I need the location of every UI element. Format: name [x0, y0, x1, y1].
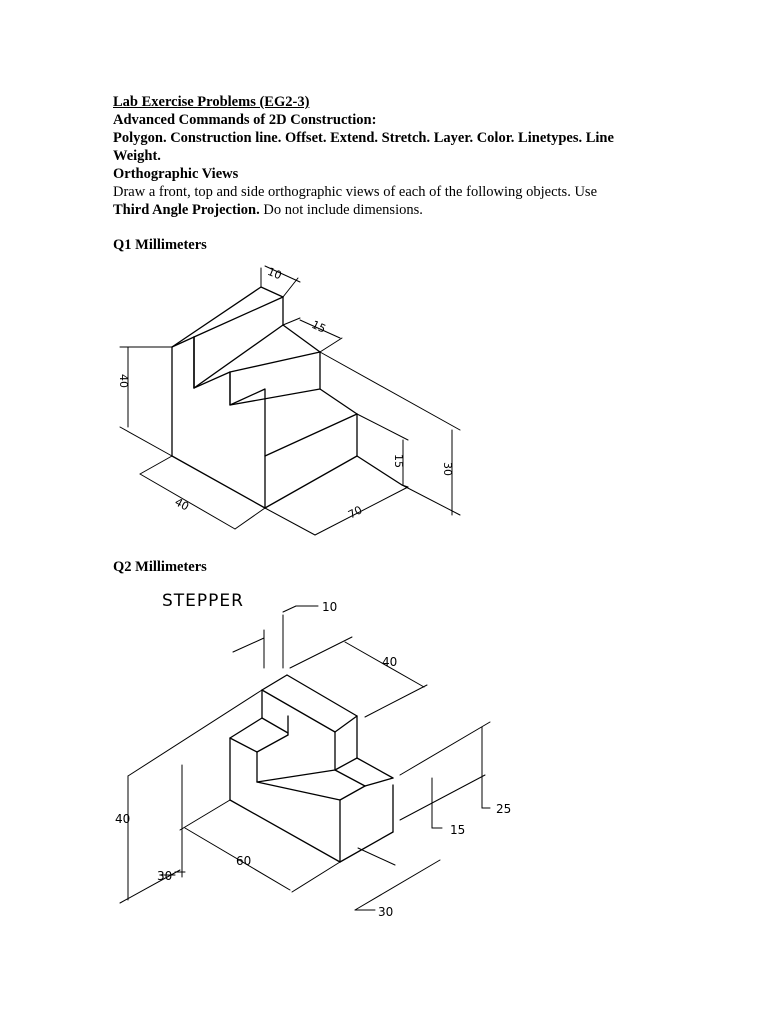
q1-dim-length-right: 70 [346, 503, 365, 522]
section-heading: Orthographic Views [113, 166, 239, 182]
q1-dim-height-left: 40 [117, 374, 130, 388]
q2-heading: Q2 Millimeters [113, 559, 207, 575]
page-title: Lab Exercise Problems (EG2-3) [113, 94, 310, 110]
q1-heading: Q1 Millimeters [113, 237, 207, 253]
q1-dim-step: 15 [309, 318, 328, 336]
projection-type: Third Angle Projection. [113, 202, 260, 218]
q1-dim-step-height: 15 [392, 454, 405, 468]
q2-dim-top: 40 [382, 655, 398, 669]
q1-dim-length-left: 40 [172, 495, 191, 514]
q2-dim-left-height: 40 [115, 812, 131, 826]
subtitle: Advanced Commands of 2D Construction: [113, 112, 377, 128]
q2-dim-right-height: 25 [496, 802, 512, 816]
q1-dim-top-width: 10 [265, 264, 284, 283]
q2-label: STEPPER [162, 591, 244, 611]
q2-dim-depth-left: 30 [157, 869, 173, 883]
commands-line-1: Polygon. Construction line. Offset. Extend. Stretch. Layer. Color. Linetypes. Line [113, 130, 614, 146]
q2-dim-depth-right: 30 [378, 905, 394, 919]
instruction-rest: Do not include dimensions. [259, 202, 423, 218]
q2-dim-right-step: 15 [450, 823, 466, 837]
commands-line-2: Weight. [113, 148, 161, 164]
q1-dim-height-right: 30 [441, 462, 454, 476]
q2-dim-length: 60 [236, 854, 252, 868]
q2-dim-slot: 10 [322, 600, 338, 614]
instruction-line-1: Draw a front, top and side orthographic views of each of the following objects. Use [113, 184, 598, 200]
q2-drawing [120, 606, 490, 910]
q1-drawing [120, 266, 460, 535]
